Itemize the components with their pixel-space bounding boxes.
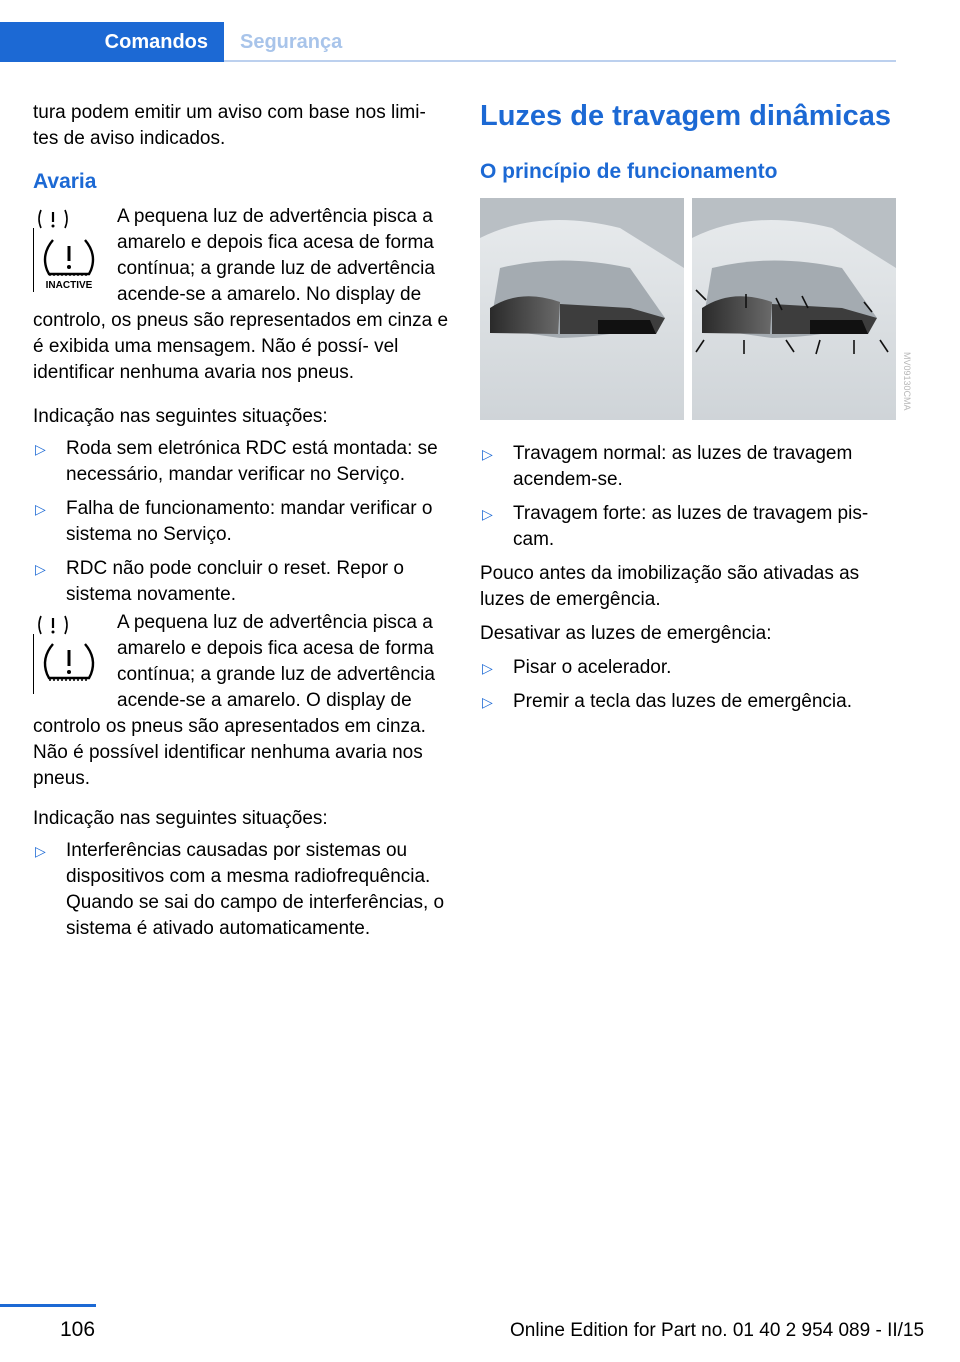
list-item: ▷ Travagem forte: as luzes de travagem pis‐ cam. [482,503,869,550]
triangle-bullet-icon: ▷ [35,501,46,517]
avaria-heading: Avaria [33,170,97,193]
list-item: ▷ Roda sem eletrónica RDC está montada: se necessário, mandar verificar no Serviço. [35,438,438,485]
triangle-bullet-icon: ▷ [482,446,493,462]
deactivate-text: Desativar as luzes de emergência: [480,623,772,644]
list-2 [33,838,451,942]
intro-text: tura podem emitir um aviso com base nos limi‐ tes de aviso indicados. [33,102,426,149]
triangle-bullet-icon: ▷ [482,506,493,522]
indicacao-2: Indicação nas seguintes situações: [33,808,328,829]
triangle-bullet-icon: ▷ [482,660,493,676]
braking-list [480,441,898,553]
warning-lights-2 [33,614,117,700]
brake-lights-photo [480,198,912,420]
list-item: ▷ RDC não pode concluir o reset. Repor o sistema novamente. [35,558,404,605]
warning-block-2 [33,610,451,800]
left-column [33,100,451,950]
list-item: ▷ Premir a tecla das luzes de emergência. [480,689,898,715]
list-1 [33,436,451,608]
warning-block-1 [33,204,451,394]
tab-comandos[interactable]: Comandos [0,22,224,62]
block2-text: A pequena luz de advertência pisca a amarelo e depois fica acesa de forma contínua; a grande luz de advertência acende-se a amarelo. O display de controlo os pneus são apresentados em cinza. Não é possível identificar nenhuma avaria nos pneus. [33,612,435,789]
list-item: ▷ Travagem normal: as luzes de travagem acendem-se. [482,443,853,490]
section-subtitle: O princípio de funcionamento [480,160,778,183]
normal-braking-panel [480,198,684,420]
section-title: Luzes de travagem dinâmicas [480,100,891,132]
deactivate-list [480,655,898,715]
header-bar [0,0,960,64]
tyre-pressure-warning-icon [33,640,105,690]
right-column [480,100,912,723]
footer-accent-line [0,1304,96,1307]
hazard-text: Pouco antes da imobilização são ativadas as luzes de emergência. [480,563,860,610]
edition-text: Online Edition for Part no. 01 40 2 954 089 - II/15 [510,1320,925,1341]
triangle-bullet-icon: ▷ [482,694,493,710]
triangle-bullet-icon: ▷ [35,441,46,457]
warning-small-icon [35,614,71,636]
list-item: ▷ Interferências causadas por sistemas ou dispositivos com a mesma radiofrequência. Quando se sai do campo de interferências, o sistema é ativado automaticamente. [35,840,445,939]
block1-text: A pequena luz de advertência pisca a amarelo e depois fica acesa de forma contínua; a grande luz de advertência acende-se a amarelo. No display de controlo, os pneus são representados em cinza e é exibida uma mensagem. Não é possí‐ vel identificar nenhuma avaria nos pneus. [33,206,449,383]
triangle-bullet-icon: ▷ [35,561,46,577]
triangle-bullet-icon: ▷ [35,843,46,859]
strong-braking-panel [692,198,896,420]
warning-lights-1 [33,208,117,294]
tab-seguranca[interactable]: Segurança [240,30,343,53]
tyre-pressure-inactive-icon [33,234,105,290]
image-code: MV09130CMA [902,352,912,411]
indicacao-1: Indicação nas seguintes situações: [33,406,328,427]
page-number: 106 [60,1318,96,1341]
warning-small-icon [35,208,71,230]
list-item: ▷ Falha de funcionamento: mandar verificar o sistema no Serviço. [35,498,433,545]
list-item: ▷ Pisar o acelerador. [480,655,898,681]
inactive-label: INACTIVE [45,280,93,291]
header-divider [224,60,896,62]
